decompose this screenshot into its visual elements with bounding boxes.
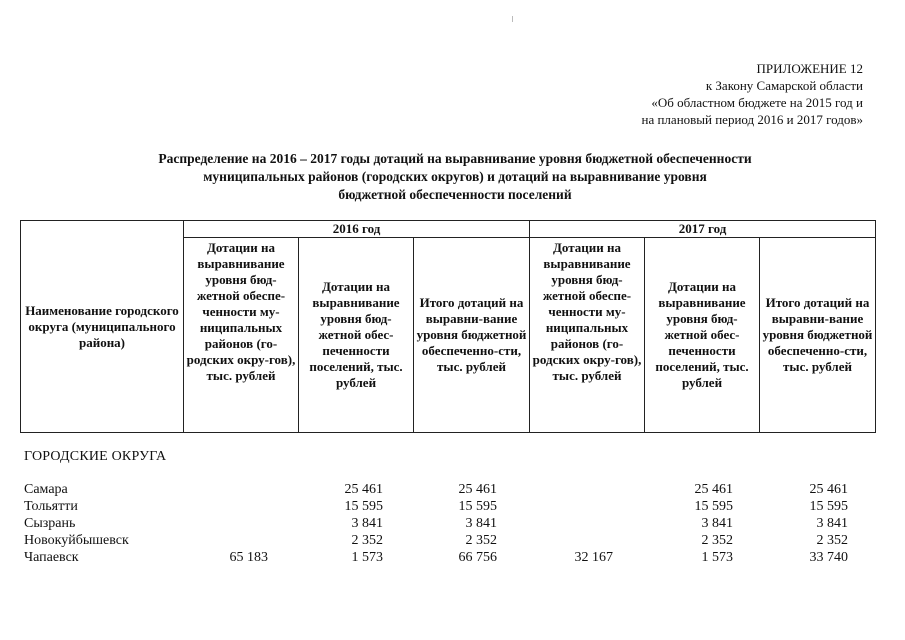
- table-row: [0, 482, 905, 498]
- cell-2017-total: 15 595: [809, 499, 848, 514]
- row-name: Сызрань: [24, 516, 76, 531]
- cell-2017-total: 33 740: [809, 550, 848, 565]
- header-2017-total: Итого дотаций на выравни-вание уровня бюджетной обеспеченно-сти, тыс. рублей: [760, 238, 876, 433]
- cell-2017-settlements: 25 461: [694, 482, 733, 497]
- appendix-number: ПРИЛОЖЕНИЕ 12: [756, 61, 863, 76]
- cell-2016-total: 2 352: [465, 533, 497, 548]
- title-line-3: бюджетной обеспеченности поселений: [338, 187, 572, 202]
- row-name: Тольятти: [24, 499, 78, 514]
- cell-2016-settlements: 2 352: [351, 533, 383, 548]
- table-row: [0, 499, 905, 515]
- header-table: [20, 220, 876, 433]
- cell-2016-settlements: 25 461: [344, 482, 383, 497]
- cell-2017-total: 2 352: [816, 533, 848, 548]
- section-label: ГОРОДСКИЕ ОКРУГА: [24, 449, 167, 464]
- title-line-1: Распределение на 2016 – 2017 годы дотаций на выравнивание уровня бюджетной обеспеченности: [158, 151, 752, 166]
- row-name: Новокуйбышевск: [24, 533, 129, 548]
- header-2017-settlements: Дотации на выравнивание уровня бюд-жетной обес-печенности поселений, тыс. рублей: [645, 238, 760, 433]
- header-year-2016: 2016 год: [184, 221, 530, 238]
- header-2016-districts: Дотации на выравнивание уровня бюд-жетной обеспе-ченности му-ниципальных районов (го-родских окру-гов), тыс. рублей: [184, 238, 299, 433]
- header-name-column: Наименование городского округа (муниципального района): [21, 221, 184, 433]
- document-title: [60, 150, 850, 204]
- header-2017-districts: Дотации на выравнивание уровня бюд-жетной обеспе-ченности му-ниципальных районов (го-родских окру-гов), тыс. рублей: [530, 238, 645, 433]
- title-line-2: муниципальных районов (городских округов) и дотаций на выравнивание уровня: [203, 169, 707, 184]
- appendix-law-period: на плановый период 2016 и 2017 годов»: [641, 112, 863, 127]
- header-year-2017: 2017 год: [530, 221, 876, 238]
- cell-2016-settlements: 15 595: [344, 499, 383, 514]
- cell-2017-settlements: 1 573: [701, 550, 733, 565]
- header-2016-total: Итого дотаций на выравни-вание уровня бюджетной обеспеченно-сти, тыс. рублей: [414, 238, 530, 433]
- cell-2016-settlements: 3 841: [351, 516, 383, 531]
- scan-mark: [512, 16, 513, 22]
- table-row: [0, 516, 905, 532]
- row-name: Чапаевск: [24, 550, 79, 565]
- cell-2016-total: 3 841: [465, 516, 497, 531]
- cell-2017-districts: 32 167: [574, 550, 613, 565]
- cell-2017-settlements: 15 595: [694, 499, 733, 514]
- appendix-block: [563, 60, 863, 128]
- cell-2016-total: 25 461: [458, 482, 497, 497]
- header-2016-settlements: Дотации на выравнивание уровня бюд-жетной обес-печенности поселений, тыс. рублей: [299, 238, 414, 433]
- cell-2016-total: 66 756: [458, 550, 497, 565]
- cell-2017-settlements: 3 841: [701, 516, 733, 531]
- table-row: [0, 550, 905, 566]
- cell-2016-settlements: 1 573: [351, 550, 383, 565]
- cell-2016-districts: 65 183: [229, 550, 268, 565]
- row-name: Самара: [24, 482, 68, 497]
- cell-2017-total: 3 841: [816, 516, 848, 531]
- cell-2017-total: 25 461: [809, 482, 848, 497]
- appendix-law: к Закону Самарской области: [705, 78, 863, 93]
- table-row: [0, 533, 905, 549]
- cell-2016-total: 15 595: [458, 499, 497, 514]
- appendix-law-title: «Об областном бюджете на 2015 год и: [651, 95, 863, 110]
- cell-2017-settlements: 2 352: [701, 533, 733, 548]
